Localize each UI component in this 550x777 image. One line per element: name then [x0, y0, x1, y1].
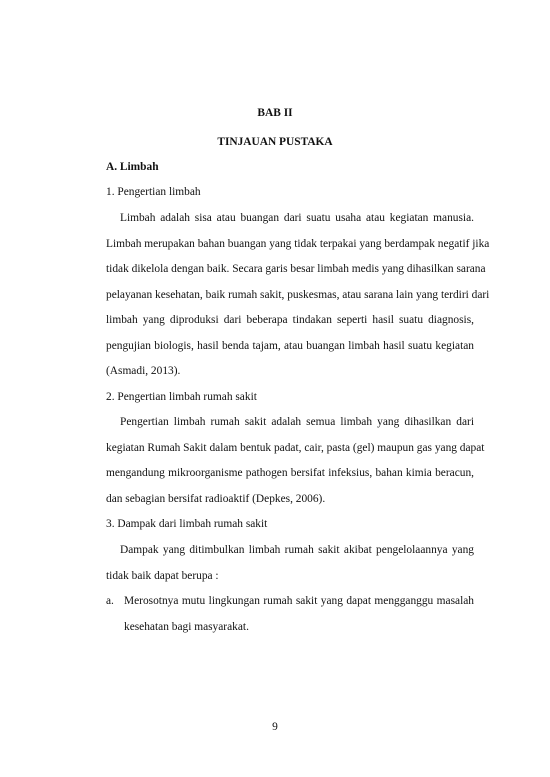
- chapter-number: BAB II: [257, 107, 293, 119]
- subsection-heading-2: 2. Pengertian limbah rumah sakit: [106, 391, 257, 403]
- paragraph-line: kegiatan Rumah Sakit dalam bentuk padat, cair, pasta (gel) maupun gas yang dapat: [106, 442, 485, 454]
- paragraph-line: tidak baik dapat berupa :: [106, 570, 219, 582]
- paragraph-line: Dampak yang ditimbulkan limbah rumah sakit akibat pengelolaannya yang: [120, 544, 474, 556]
- paragraph-line: tidak dikelola dengan baik. Secara garis besar limbah medis yang dihasilkan sarana: [106, 263, 486, 275]
- paragraph-line: pengujian biologis, hasil benda tajam, atau buangan limbah hasil suatu kegiatan: [106, 340, 474, 352]
- list-item-line: Merosotnya mutu lingkungan rumah sakit yang dapat mengganggu masalah: [124, 595, 474, 607]
- paragraph-line: Limbah adalah sisa atau buangan dari suatu usaha atau kegiatan manusia.: [120, 212, 474, 224]
- paragraph-line: mengandung mikroorganisme pathogen bersifat infeksius, bahan kimia beracun,: [106, 467, 474, 479]
- list-marker: a.: [106, 595, 114, 607]
- paragraph-line: Limbah merupakan bahan buangan yang tidak terpakai yang berdampak negatif jika: [106, 238, 490, 250]
- page-number: 9: [272, 721, 278, 733]
- paragraph-line: (Asmadi, 2013).: [106, 365, 181, 377]
- subsection-heading-1: 1. Pengertian limbah: [106, 186, 201, 198]
- paragraph-line: pelayanan kesehatan, baik rumah sakit, puskesmas, atau sarana lain yang terdiri dari: [106, 289, 490, 301]
- chapter-title: TINJAUAN PUSTAKA: [217, 136, 333, 148]
- subsection-heading-3: 3. Dampak dari limbah rumah sakit: [106, 518, 268, 530]
- list-item-line: kesehatan bagi masyarakat.: [124, 621, 249, 633]
- paragraph-line: Pengertian limbah rumah sakit adalah semua limbah yang dihasilkan dari: [120, 416, 474, 428]
- paragraph-line: limbah yang diproduksi dari beberapa tindakan seperti hasil suatu diagnosis,: [106, 314, 474, 326]
- paragraph-line: dan sebagian bersifat radioaktif (Depkes, 2006).: [106, 493, 326, 505]
- section-heading: A. Limbah: [106, 161, 159, 173]
